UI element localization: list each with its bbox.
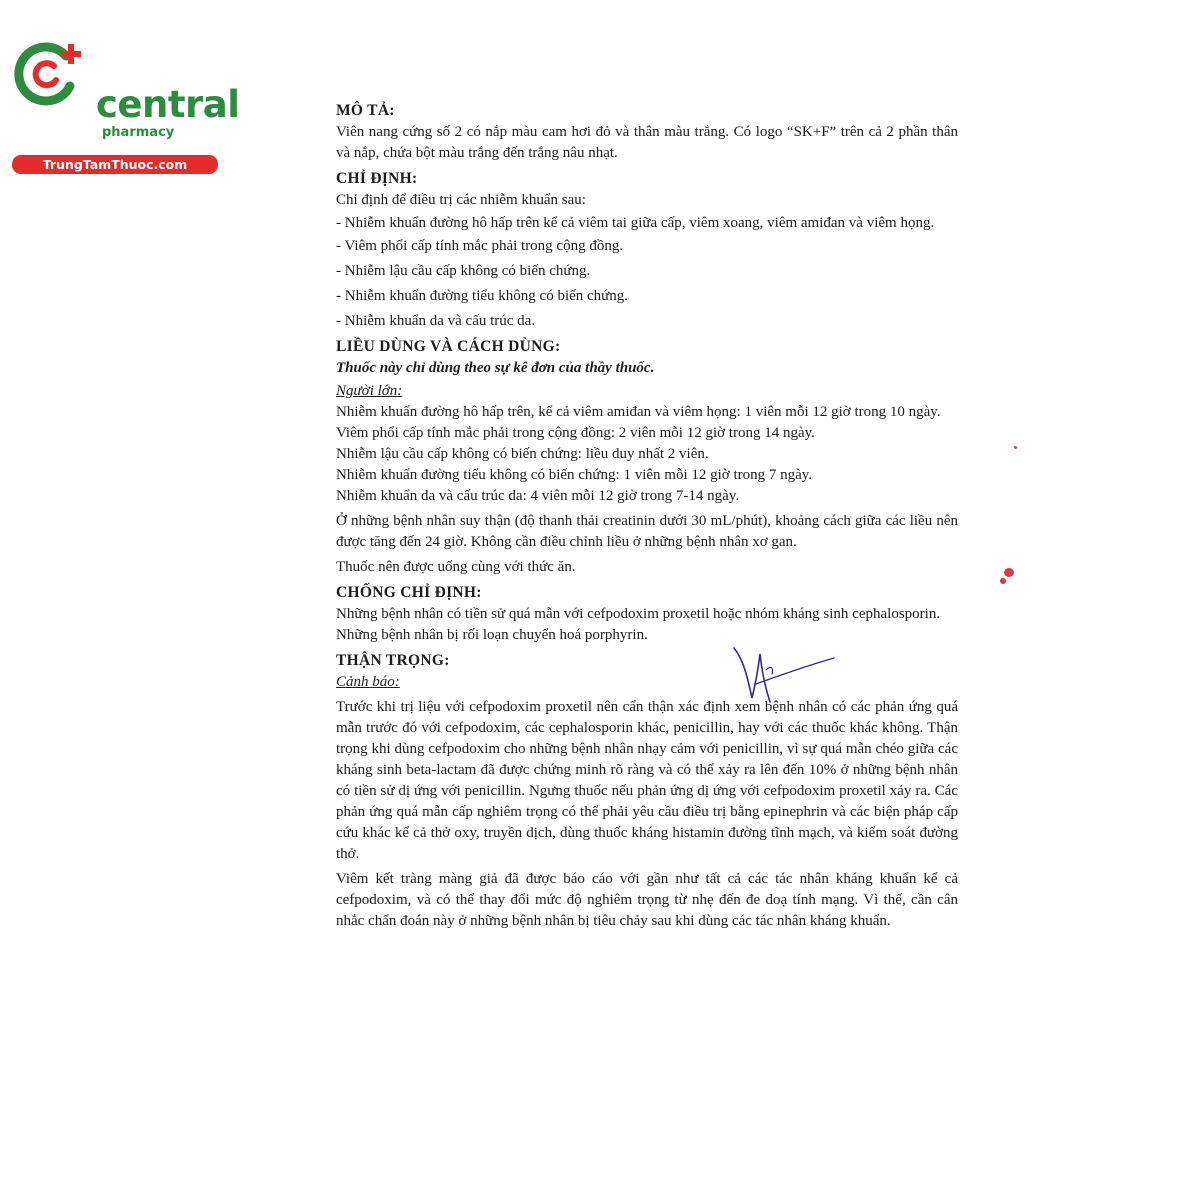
brand-url-badge[interactable]: TrungTamThuoc.com [12, 155, 218, 174]
list-item: - Nhiễm khuẩn đường hô hấp trên kể cả viêm tai giữa cấp, viêm xoang, viêm amiđan và viêm họng. [336, 215, 935, 231]
list-item: - Nhiễm lậu cầu cấp không có biến chứng. [336, 263, 591, 279]
prescription-note: Thuốc này chỉ dùng theo sự kê đơn của thầy thuốc. [336, 360, 655, 376]
handwritten-signature [722, 640, 842, 710]
brand-subtitle: pharmacy [102, 125, 175, 140]
heading-lieu-dung: LIỀU DÙNG VÀ CÁCH DÙNG: [336, 338, 561, 355]
list-item: - Viêm phổi cấp tính mắc phải trong cộng đồng. [336, 238, 624, 254]
dosage-line: Nhiễm khuẩn đường tiểu không có biến chứng: 1 viên mỗi 12 giờ trong 7 ngày. [336, 467, 813, 483]
list-item: - Nhiễm khuẩn đường tiểu không có biến chứng. [336, 288, 629, 304]
heading-than-trong: THẬN TRỌNG: [336, 652, 450, 669]
contraindication-line: Những bệnh nhân có tiền sử quá mẫn với cefpodoxim proxetil hoặc nhóm kháng sinh cephalosporin. [336, 606, 941, 622]
document-body [336, 100, 958, 932]
brand-name: central [96, 83, 240, 126]
subheading-canh-bao: Cảnh báo: [336, 674, 400, 690]
dosage-line: Nhiễm khuẩn da và cấu trúc da: 4 viên mỗi 12 giờ trong 7-14 ngày. [336, 488, 740, 504]
heading-chong-chi-dinh: CHỐNG CHỈ ĐỊNH: [336, 584, 482, 601]
heading-mo-ta: MÔ TẢ: [336, 102, 395, 119]
mo-ta-text: Viên nang cứng số 2 có nắp màu cam hơi đỏ và thân màu trắng. Có logo “SK+F” trên cả 2 phần thân và nắp, chứa bột màu trắng đến trắng nâu nhạt. [336, 124, 958, 161]
dosage-line: Nhiễm khuẩn đường hô hấp trên, kể cả viêm amiđan và viêm họng: 1 viên mỗi 12 giờ trong 10 ngày. [336, 404, 941, 420]
margin-speck [1004, 568, 1014, 577]
dosage-line: Viêm phổi cấp tính mắc phải trong cộng đồng: 2 viên mỗi 12 giờ trong 14 ngày. [336, 425, 815, 441]
dosage-line: Nhiễm lậu cầu cấp không có biến chứng: liều duy nhất 2 viên. [336, 446, 709, 462]
chi-dinh-intro: Chỉ định để điều trị các nhiễm khuẩn sau: [336, 192, 586, 208]
list-item: - Nhiễm khuẩn da và cấu trúc da. [336, 313, 536, 329]
heading-chi-dinh: CHỈ ĐỊNH: [336, 170, 418, 187]
central-pharmacy-logo-icon [10, 38, 90, 108]
warning-paragraph: Viêm kết tràng màng giả đã được báo cáo với gần như tất cả các tác nhân kháng khuẩn kể cả cefpodoxim, và có thể thay đổi mức độ nghiêm trọng từ nhẹ đến đe doạ tính mạng. Vì thế, cần cân nhắc chẩn đoán này ở những bệnh nhân bị tiêu chảy sau khi dùng các tác nhân kháng khuẩn. [336, 871, 958, 929]
margin-speck [1014, 446, 1017, 449]
subheading-nguoi-lon: Người lớn: [336, 383, 403, 399]
food-note: Thuốc nên được uống cùng với thức ăn. [336, 559, 576, 575]
contraindication-line: Những bệnh nhân bị rối loạn chuyển hoá porphyrin. [336, 627, 648, 643]
warning-paragraph: Trước khi trị liệu với cefpodoxim proxetil nên cẩn thận xác định xem bệnh nhân có các phản ứng quá mẫn trước đó với cefpodoxim, các cephalosporin khác, penicillin, hay với các thuốc khác không. Thận trọng khi dùng cefpodoxim cho những bệnh nhân nhạy cảm với penicillin, vì sự quá mẫn chéo giữa các kháng sinh beta-lactam đã được chứng minh rõ ràng và có thể xảy ra lên đến 10% ở những bệnh nhân có tiền sử dị ứng với penicillin. Ngưng thuốc nếu phản ứng dị ứng với cefpodoxim proxetil xảy ra. Các phản ứng quá mẫn cấp nghiêm trọng có thể phải yêu cầu điều trị bằng epinephrin và các biện pháp cấp cứu khác kể cả thở oxy, truyền dịch, dùng thuốc kháng histamin đường tĩnh mạch, và kiểm soát đường thở. [336, 699, 958, 862]
margin-speck [1000, 578, 1006, 584]
brand-logo [10, 38, 240, 172]
renal-dosage-text: Ở những bệnh nhân suy thận (độ thanh thải creatinin dưới 30 mL/phút), khoảng cách giữa các liều nên được tăng đến 24 giờ. Không cần điều chỉnh liều ở những bệnh nhân xơ gan. [336, 513, 958, 550]
